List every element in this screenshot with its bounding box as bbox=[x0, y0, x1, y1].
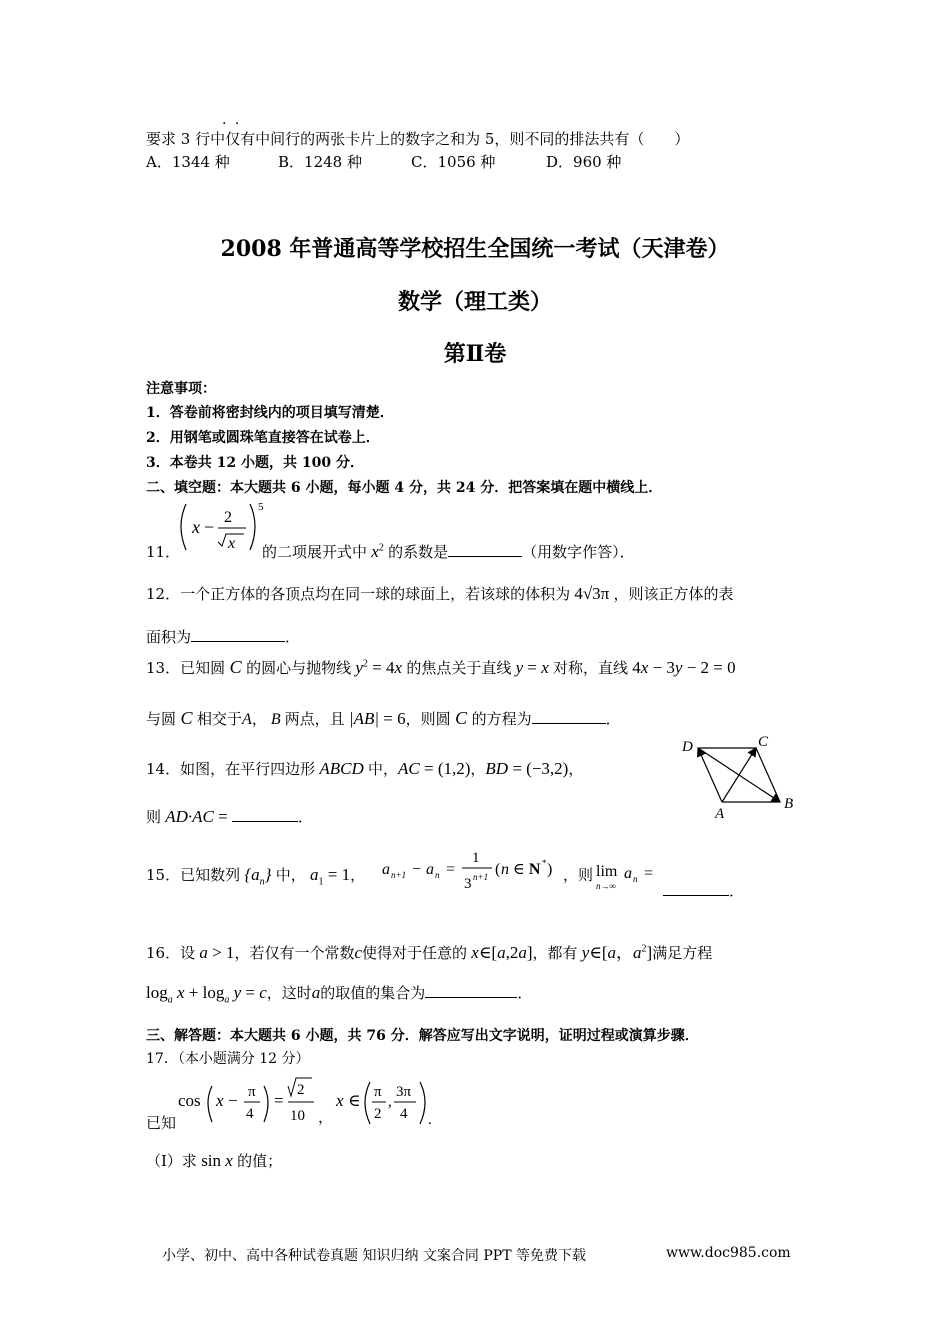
q11-answer-blank[interactable] bbox=[448, 542, 522, 557]
svg-text:x: x bbox=[336, 1091, 344, 1110]
q14-l2-b: ． bbox=[298, 808, 314, 826]
label-a: A bbox=[715, 806, 725, 822]
q17-part1-a: （Ⅰ）求 bbox=[146, 1152, 197, 1170]
q13-l1-c: 的焦点关于直线 bbox=[406, 659, 512, 677]
q13-line-y-eq-x: y = x bbox=[511, 658, 554, 677]
q17-condition-formula bbox=[176, 1072, 436, 1132]
note-item-3: 3．本卷共 12 小题，共 100 分． bbox=[146, 455, 364, 471]
q17-sin-x: sin x bbox=[196, 1151, 238, 1170]
svg-text:=: = bbox=[446, 861, 456, 878]
q16-const-c: c bbox=[354, 943, 362, 962]
option-a: A．1344 种 bbox=[146, 153, 230, 171]
q15-limit-line bbox=[563, 864, 593, 885]
q14-line2 bbox=[146, 806, 313, 827]
svg-text:3: 3 bbox=[464, 876, 472, 892]
question-continuation: 要求 3 行中仅有中间行的两张卡片上的数字之和为 5，则不同的排法共有（ ） bbox=[146, 130, 690, 148]
svg-text:π: π bbox=[374, 1084, 382, 1100]
q15-a1: $a_1 = 1$ bbox=[305, 865, 351, 888]
svg-text:a: a bbox=[382, 861, 390, 878]
q13-point-b: B bbox=[266, 711, 285, 728]
option-b: B．1248 种 bbox=[278, 153, 362, 171]
q16-line1 bbox=[146, 938, 712, 963]
option-d: D．960 种 bbox=[546, 153, 622, 171]
q11-text bbox=[262, 541, 635, 562]
q15-c: ， bbox=[350, 866, 366, 884]
q15-answer-blank[interactable] bbox=[663, 881, 729, 896]
q14-l1-b: 中， bbox=[367, 760, 398, 778]
svg-text:,: , bbox=[388, 1094, 392, 1110]
q16-log-equation: $\log_a x + \log_a y = c$ bbox=[146, 983, 267, 1006]
q16-l1-c: 使得对于任意的 bbox=[362, 944, 468, 962]
svg-text:2: 2 bbox=[224, 509, 232, 526]
q12-line1 bbox=[146, 583, 734, 604]
q14-line1: 14．如图，在平行四边形 ABCD 中，AC = (1,2)，BD = (−3,2)， bbox=[146, 759, 584, 778]
footer-url[interactable]: www.doc985.com bbox=[666, 1245, 791, 1261]
q13-points-ab: A bbox=[242, 711, 252, 728]
svg-text:lim: lim bbox=[596, 863, 618, 880]
q11-binomial-formula bbox=[174, 498, 264, 560]
svg-text:5: 5 bbox=[258, 501, 264, 513]
svg-text:cos: cos bbox=[178, 1091, 201, 1110]
q16-l2-a: ，这时 bbox=[266, 984, 312, 1002]
section-2-heading: 二、填空题：本大题共 6 小题，每小题 4 分，共 24 分．把答案填在题中横线上． bbox=[146, 480, 663, 496]
q16-l1-d: ，都有 bbox=[532, 944, 578, 962]
q11-x-squared: $x^2$ bbox=[367, 542, 384, 561]
q14-l1-a: 14．如图，在平行四边形 bbox=[146, 760, 316, 778]
q15-limit-formula bbox=[594, 858, 664, 894]
q15-d: ，则 bbox=[563, 866, 594, 884]
svg-text:π: π bbox=[248, 1084, 256, 1100]
svg-text:x: x bbox=[216, 1091, 224, 1110]
q13-l2-d: ，则圆 bbox=[405, 710, 451, 728]
q13-ab-length: |AB| = 6 bbox=[344, 709, 406, 728]
q13-l1-a: 13．已知圆 bbox=[146, 659, 226, 677]
svg-text:2: 2 bbox=[374, 1106, 382, 1122]
section-3-heading: 三、解答题：本大题共 6 小题，共 76 分．解答应写出文字说明，证明过程或演算步骤． bbox=[146, 1028, 699, 1044]
svg-text:(: ( bbox=[495, 861, 501, 878]
q16-answer-blank[interactable] bbox=[425, 983, 517, 998]
q13-l2-b: 相交于 bbox=[197, 710, 243, 728]
q13-l2-f: ． bbox=[605, 710, 621, 728]
q15-line bbox=[146, 864, 365, 887]
q13-circle-c: C bbox=[225, 657, 247, 677]
q16-l1-b: ，若仅有一个常数 bbox=[234, 944, 355, 962]
svg-text:): ) bbox=[547, 861, 553, 878]
q13-circle-c-2: C bbox=[176, 708, 198, 728]
svg-text:=: = bbox=[274, 1091, 284, 1110]
note-item-1: 1．答卷前将密封线内的项目填写清楚． bbox=[146, 405, 394, 421]
q11-text-a: 的二项展开式中 bbox=[262, 543, 368, 561]
q12-volume-formula: 4√3π bbox=[570, 584, 614, 603]
svg-text:∈ N: ∈ N bbox=[513, 861, 541, 878]
exam-title: 2008 年普通高等学校招生全国统一考试（天津卷） bbox=[220, 236, 730, 262]
q17-known-label: 已知 bbox=[146, 1114, 177, 1132]
note-item-2: 2．用钢笔或圆珠笔直接答在试卷上． bbox=[146, 430, 380, 446]
emphasis-dots: . . bbox=[222, 112, 242, 128]
svg-text:.: . bbox=[428, 1112, 432, 1128]
q16-line2 bbox=[146, 982, 532, 1005]
svg-text:−: − bbox=[228, 1091, 238, 1110]
q16-l2-c: ． bbox=[517, 984, 533, 1002]
q13-l1-b: 的圆心与抛物线 bbox=[246, 659, 352, 677]
option-c: C．1056 种 bbox=[411, 153, 496, 171]
label-d: D bbox=[682, 739, 693, 755]
q15-b: 中， bbox=[275, 866, 306, 884]
q11-number: 11． bbox=[146, 543, 181, 561]
svg-text:1: 1 bbox=[472, 850, 480, 866]
q17-part-1 bbox=[146, 1150, 282, 1171]
svg-text:x: x bbox=[192, 517, 200, 537]
svg-text:2: 2 bbox=[297, 1082, 305, 1098]
q11-text-b: 的系数是 bbox=[388, 543, 449, 561]
svg-text:−: − bbox=[204, 517, 215, 537]
parallelogram-figure bbox=[676, 730, 800, 822]
q14-vector-bd: BD = (−3,2) bbox=[485, 759, 569, 778]
q11-text-c: （用数字作答）． bbox=[522, 543, 635, 561]
svg-text:n+1: n+1 bbox=[391, 870, 407, 880]
svg-text:*: * bbox=[542, 858, 547, 868]
svg-text:x: x bbox=[228, 535, 236, 552]
q13-circle-c-3: C bbox=[450, 708, 472, 728]
q13-answer-blank[interactable] bbox=[532, 709, 606, 724]
q16-l1-e: 满足方程 bbox=[652, 944, 713, 962]
q16-y-interval: y∈[a，$a^2$] bbox=[577, 943, 653, 962]
svg-text:4: 4 bbox=[400, 1106, 408, 1122]
volume-title: 第Ⅱ卷 bbox=[443, 341, 507, 367]
q15-a: 15．已知数列 bbox=[146, 866, 241, 884]
exam-subtitle: 数学（理工类） bbox=[397, 289, 552, 315]
svg-text:n: n bbox=[633, 874, 638, 884]
q13-l2-a: 与圆 bbox=[146, 710, 177, 728]
q15-sequence: $\{a_n\}$ bbox=[240, 865, 276, 888]
q12-line1-a: 12．一个正方体的各顶点均在同一球的球面上，若该球的体积为 bbox=[146, 585, 571, 603]
q16-x-interval: x∈[a,2a] bbox=[467, 943, 533, 962]
q14-answer-blank[interactable] bbox=[232, 807, 298, 822]
q15-recurrence-formula bbox=[380, 844, 560, 894]
q14-parallelogram: ABCD bbox=[315, 759, 368, 778]
q13-line2: 与圆 C 相交于A， B 两点，且 |AB| = 6，则圆 C 的方程为 ． bbox=[146, 708, 621, 728]
q16-l1-a: 16．设 bbox=[146, 944, 196, 962]
q14-dot-product: AD·AC = bbox=[161, 807, 228, 826]
q16-var-a: a bbox=[311, 983, 321, 1002]
q17-heading: 17．（本小题满分 12 分） bbox=[146, 1051, 310, 1067]
q13-line1 bbox=[146, 657, 736, 678]
label-c: C bbox=[758, 734, 769, 750]
q15-answer-area: ． bbox=[663, 880, 744, 901]
svg-text:∈: ∈ bbox=[348, 1091, 361, 1110]
q13-l1-d: 对称，直线 bbox=[553, 659, 629, 677]
q13-l2-c: 两点，且 bbox=[284, 710, 345, 728]
q13-line-equation: 4x − 3y − 2 = 0 bbox=[632, 658, 736, 677]
q12-answer-blank[interactable] bbox=[191, 627, 285, 642]
q12-line2-a: 面积为 bbox=[146, 628, 192, 646]
svg-text:−: − bbox=[412, 861, 422, 878]
q17-part1-b: 的值； bbox=[237, 1152, 283, 1170]
svg-text:4: 4 bbox=[246, 1106, 254, 1122]
q16-l2-b: 的取值的集合为 bbox=[320, 984, 426, 1002]
svg-text:=: = bbox=[644, 865, 654, 882]
label-b: B bbox=[784, 796, 794, 812]
svg-text:a: a bbox=[426, 861, 434, 878]
q14-l2-a: 则 bbox=[146, 808, 162, 826]
svg-text:n: n bbox=[501, 861, 509, 878]
q14-vector-ac: AC = (1,2) bbox=[398, 759, 471, 778]
q13-parabola: $y^2 = 4x$ bbox=[351, 658, 407, 677]
q13-l2-e: 的方程为 bbox=[471, 710, 532, 728]
notes-heading: 注意事项： bbox=[146, 381, 216, 397]
svg-text:10: 10 bbox=[290, 1108, 305, 1124]
svg-text:n+1: n+1 bbox=[473, 872, 489, 882]
q12-line1-b: ，则该正方体的表 bbox=[613, 585, 734, 603]
footer-text: 小学、初中、高中各种试卷真题 知识归纳 文案合同 PPT 等免费下载 bbox=[162, 1248, 586, 1264]
svg-text:n→∞: n→∞ bbox=[596, 881, 616, 891]
svg-text:a: a bbox=[624, 865, 632, 882]
svg-text:，: ， bbox=[318, 1110, 334, 1126]
svg-text:3π: 3π bbox=[396, 1084, 412, 1100]
svg-text:n: n bbox=[435, 870, 440, 880]
q12-line2-b: ． bbox=[285, 628, 301, 646]
q16-a-gt-1: a > 1 bbox=[195, 943, 235, 962]
q12-line2 bbox=[146, 626, 300, 647]
